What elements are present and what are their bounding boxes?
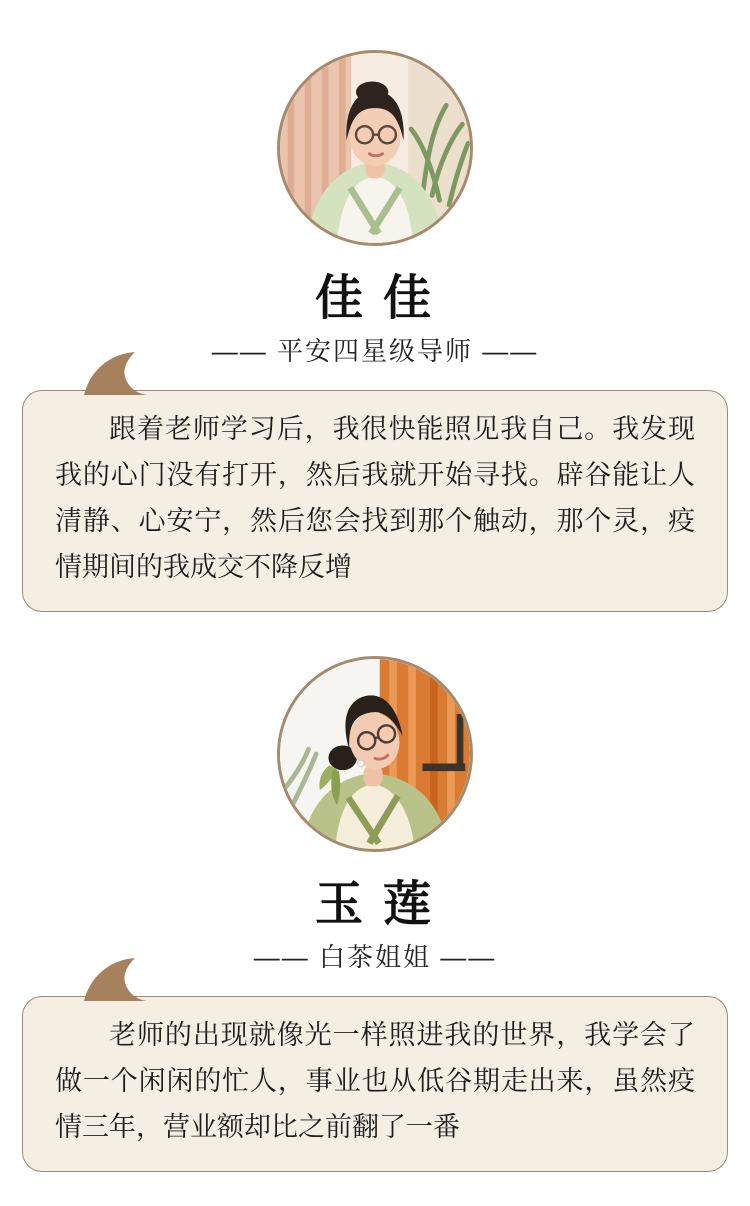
- avatar: [277, 656, 473, 852]
- wave-fin-icon: [83, 351, 149, 395]
- mentor-title: —— 平安四星级导师 ——: [211, 336, 539, 366]
- avatar: [277, 50, 473, 246]
- mentor-name: 佳 佳: [314, 272, 435, 325]
- testimonial-text: 老师的出现就像光一样照进我的世界，我学会了做一个闲闲的忙人，事业也从低谷期走出来，虽然疫情三年，营业额却比之前翻了一番: [55, 1020, 695, 1143]
- testimonial-card: [22, 390, 728, 612]
- mentor-title: —— 白茶姐姐 ——: [253, 942, 497, 972]
- avatar-photo-woman-green-hanfu: [280, 53, 470, 243]
- testimonial-card: [22, 996, 728, 1172]
- testimonial-text: 跟着老师学习后，我很快能照见我自己。我发现我的心门没有打开，然后我就开始寻找。辟谷能让人清静、心安宁，然后您会找到那个触动，那个灵，疫情期间的我成交不降反增: [55, 414, 695, 583]
- profile-card-yulian: [0, 612, 750, 1172]
- mentor-name: 玉 莲: [314, 878, 435, 931]
- avatar-photo-woman-olive-hanfu: [280, 659, 470, 849]
- wave-fin-icon: [83, 957, 149, 1001]
